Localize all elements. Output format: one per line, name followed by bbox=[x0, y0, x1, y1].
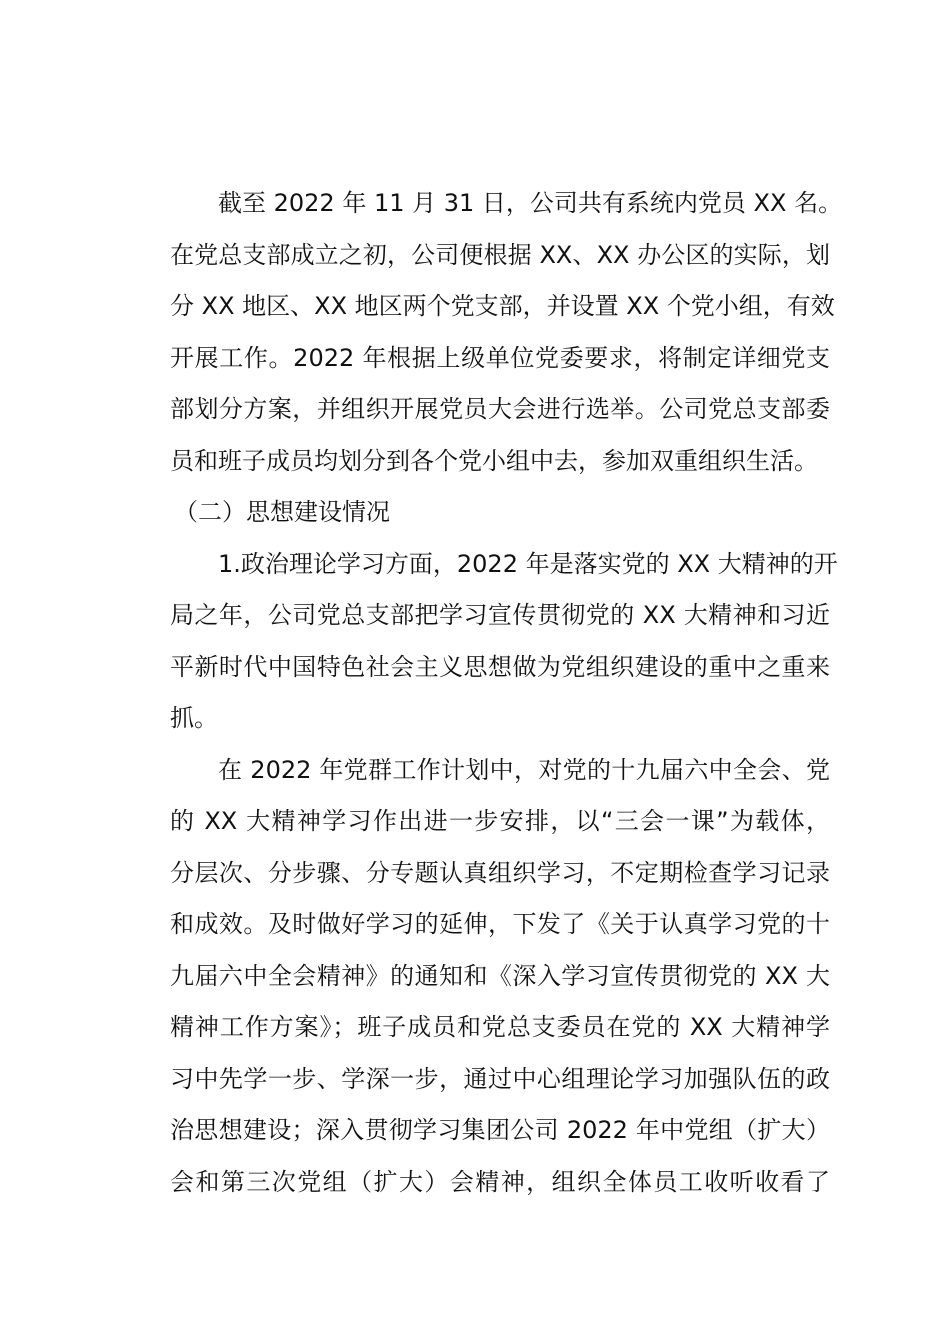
text-line: 分层次、分步骤、分专题认真组织学习，不定期检查学习记录 bbox=[170, 858, 830, 887]
text-line: 习中先学一步、学深一步，通过中心组理论学习加强队伍的政 bbox=[170, 1064, 830, 1093]
text-line: 抓。 bbox=[170, 704, 218, 732]
text-line: 1.政治理论学习方面，2022 年是落实党的 XX 大精神的开 bbox=[218, 549, 838, 578]
text-line: 截至 2022 年 11 月 31 日，公司共有系统内党员 XX 名。 bbox=[218, 189, 843, 217]
document-body bbox=[122, 178, 843, 1208]
text-line: 在党总支部成立之初，公司便根据 XX、XX 办公区的实际，划 bbox=[170, 240, 830, 269]
text-line: 员和班子成员均划分到各个党小组中去，参加双重组织生活。 bbox=[170, 446, 818, 475]
paragraph-membership bbox=[122, 178, 843, 487]
text-line: 在 2022 年党群工作计划中，对党的十九届六中全会、党 bbox=[218, 755, 830, 784]
text-line: 部划分方案，并组织开展党员大会进行选举。公司党总支部委 bbox=[170, 395, 830, 423]
text-line: 治思想建设；深入贯彻学习集团公司 2022 年中党组（扩大） bbox=[170, 1116, 830, 1144]
text-line: 局之年，公司党总支部把学习宣传贯彻党的 XX 大精神和习近 bbox=[170, 601, 830, 629]
text-line: 九届六中全会精神》的通知和《深入学习宣传贯彻党的 XX 大 bbox=[170, 961, 830, 990]
text-line: 平新时代中国特色社会主义思想做为党组织建设的重中之重来 bbox=[170, 652, 830, 681]
text-line: 的 XX 大精神学习作出进一步安排，以“三会一课”为载体， bbox=[170, 807, 830, 835]
text-line: 分 XX 地区、XX 地区两个党支部，并设置 XX 个党小组，有效 bbox=[170, 292, 835, 320]
section-heading: （二）思想建设情况 bbox=[174, 498, 390, 526]
text-line: 和成效。及时做好学习的延伸，下发了《关于认真学习党的十 bbox=[170, 910, 830, 938]
paragraph-political-theory bbox=[122, 539, 838, 745]
text-line: 精神工作方案》；班子成员和党总支委员在党的 XX 大精神学 bbox=[170, 1013, 830, 1041]
text-line: 开展工作。2022 年根据上级单位党委要求，将制定详细党支 bbox=[170, 343, 830, 372]
text-line: 会和第三次党组（扩大）会精神，组织全体员工收听收看了 bbox=[170, 1167, 830, 1196]
paragraph-work-plan bbox=[122, 745, 830, 1209]
